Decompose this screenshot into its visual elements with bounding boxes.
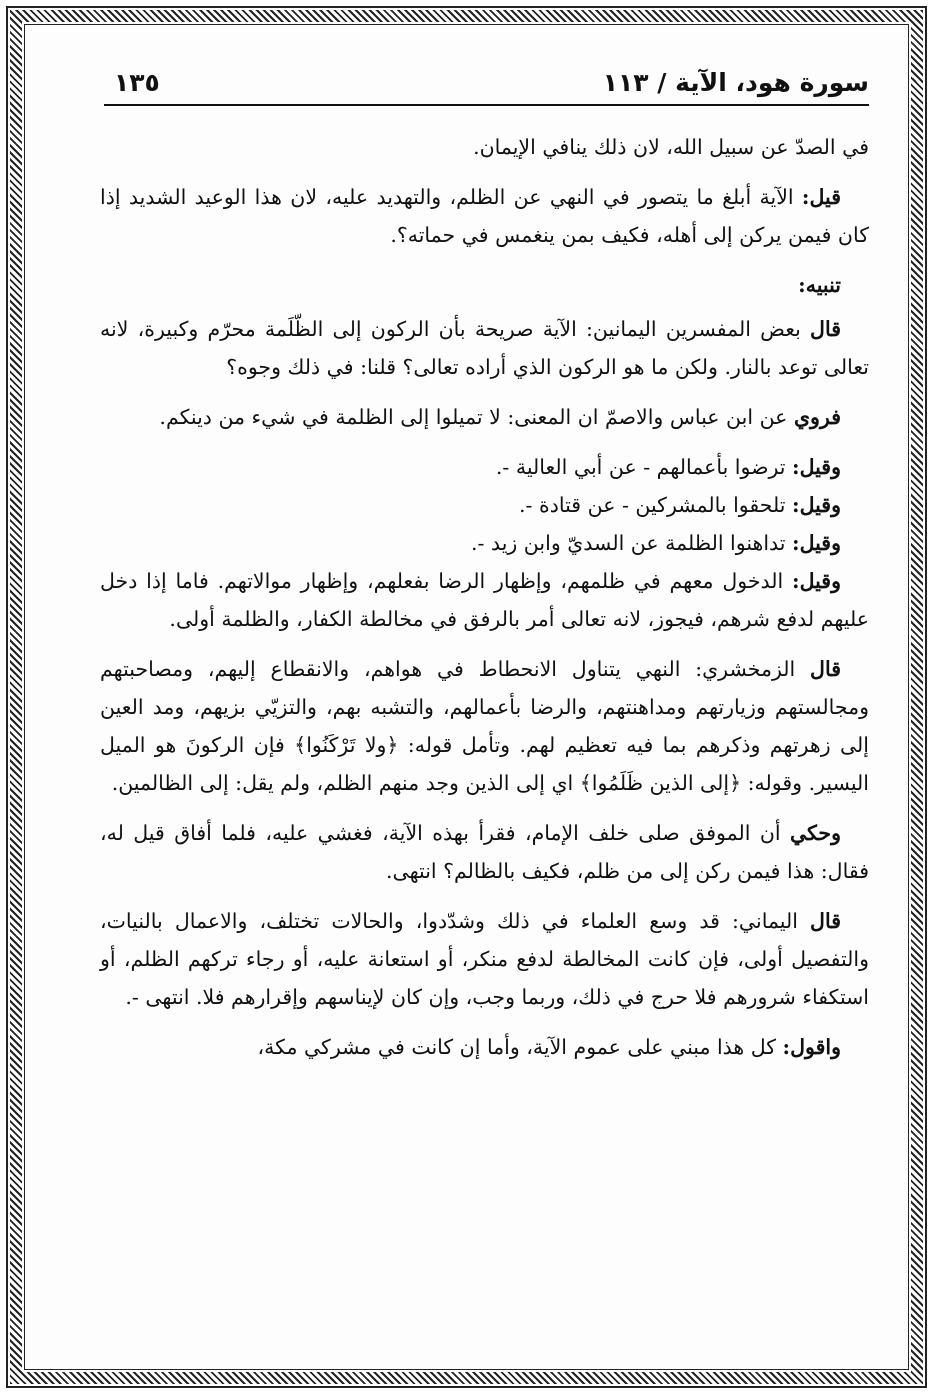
paragraph-lead: وحكي [790,821,841,845]
heading-text: تنبيه: [798,273,841,297]
paragraph [100,486,869,524]
paragraph [100,902,869,1016]
paragraph-lead: قال [810,317,841,341]
paragraph-lead: فروي [793,405,841,429]
paragraph [100,562,869,638]
paragraph-lead: وقيل: [792,531,841,555]
paragraph [100,448,869,486]
paragraph-lead: وقيل: [792,455,841,479]
paragraph [100,310,869,386]
paragraph-text: الزمخشري: النهي يتناول الانحطاط في هواهم، والانقطاع إليهم، ومصاحبتهم ومجالستهم وزيارتهم ومداهنتهم، والرضا بأعمالهم، والتشبه بهم، والتزيّي بزيهم، ومد العين إلى زهرتهم وذكرهم بما فيه تعظيم لهم. وتأمل قوله: ﴿ولا تَرْكَنُوا﴾ فإن الركونَ هو الميل اليسير. وقوله: ﴿إلى الذين ظَلَمُوا﴾ اي إلى الذين وجد منهم الظلم، ولم يقل: إلى الظالمين. [100,657,869,795]
running-title: سورة هود، الآية / ١١٣ [602,68,869,97]
paragraph-text: في الصدّ عن سبيل الله، لان ذلك ينافي الإيمان. [473,135,869,159]
section-heading [100,266,869,304]
paragraph-lead: واقول: [782,1035,841,1059]
paragraph [100,814,869,890]
paragraph-text: عن ابن عباس والاصمّ ان المعنى: لا تميلوا إلى الظلمة في شيء من دينكم. [159,405,794,429]
paragraph-text: اليماني: قد وسع العلماء في ذلك وشدّدوا، والحالات تختلف، والاعمال بالنيات، والتفصيل أولى، فإن كانت المخالطة لدفع منكر، أو استعانة عليه، أو رجاء تركهم الظلم، أو استكفاء شرورهم فلا حرج في ذلك، وربما وجب، وإن كان لإيناسهم وإقرارهم فلا. انتهى -. [100,909,869,1009]
paragraph [100,524,869,562]
page-header [104,66,869,106]
paragraph-lead: وقيل: [792,493,841,517]
page-number: ١٣٥ [114,68,160,97]
paragraph-lead: وقيل: [792,569,841,593]
paragraph-text: كل هذا مبني على عموم الآية، وأما إن كانت في مشركي مكة، [257,1035,783,1059]
paragraph-lead: قال [810,909,841,933]
paragraph-text: تداهنوا الظلمة عن السديّ وابن زيد -. [470,531,793,555]
paragraph [100,128,869,166]
page-body [100,128,869,1345]
paragraph-text: الدخول معهم في ظلمهم، وإظهار الرضا بفعلهم، وإظهار موالاتهم. فاما إذا دخل عليهم لدفع شرهم، فيجوز، لانه تعالى أمر بالرفق في مخالطة الكفار، والظلمة أولى. [100,569,869,631]
paragraph [100,650,869,802]
paragraph [100,1028,869,1066]
paragraph-text: أن الموفق صلى خلف الإمام، فقرأ بهذه الآية، فغشي عليه، فلما أفاق قيل له، فقال: هذا فيمن ركن إلى من ظلم، فكيف بالظالم؟ انتهى. [100,821,869,883]
paragraph-text: بعض المفسرين اليمانين: الآية صريحة بأن الركون إلى الظّلَمة محرّم وكبيرة، لانه تعالى توعد بالنار. ولكن ما هو الركون الذي أراده تعالى؟ قلنا: في ذلك وجوه؟ [100,317,869,379]
paragraph-lead: قال [810,657,841,681]
paragraph [100,178,869,254]
paragraph [100,398,869,436]
paragraph-text: تلحقوا بالمشركين - عن قتادة -. [519,493,793,517]
paragraph-text: الآية أبلغ ما يتصور في النهي عن الظلم، والتهديد عليه، لان هذا الوعيد الشديد إذا كان فيمن يركن إلى أهله، فكيف بمن ينغمس في حماته؟. [100,185,869,247]
paragraph-text: ترضوا بأعمالهم - عن أبي العالية -. [495,455,793,479]
paragraph-lead: قيل: [801,185,841,209]
header-rule [104,104,869,106]
